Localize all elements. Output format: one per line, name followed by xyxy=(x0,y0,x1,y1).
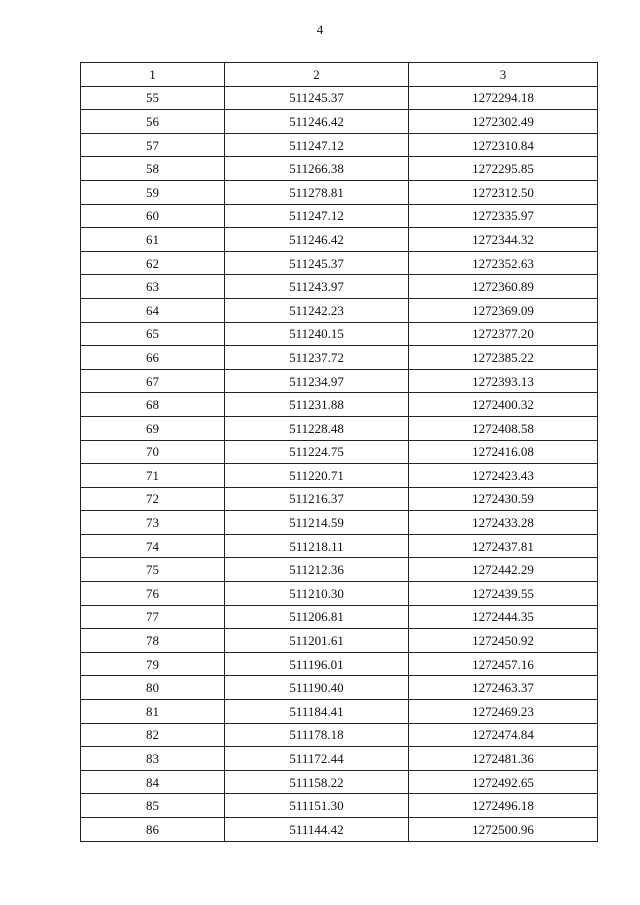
point-number-cell: 78 xyxy=(81,629,225,653)
y-coordinate-cell: 1272496.18 xyxy=(409,794,598,818)
point-number-cell: 69 xyxy=(81,416,225,440)
x-coordinate-cell: 511228.48 xyxy=(225,416,409,440)
y-coordinate-cell: 1272416.08 xyxy=(409,440,598,464)
x-coordinate-cell: 511246.42 xyxy=(225,110,409,134)
x-coordinate-cell: 511158.22 xyxy=(225,770,409,794)
y-coordinate-cell: 1272312.50 xyxy=(409,180,598,204)
y-coordinate-cell: 1272442.29 xyxy=(409,558,598,582)
x-coordinate-cell: 511216.37 xyxy=(225,487,409,511)
table-row xyxy=(81,487,598,511)
point-number-cell: 72 xyxy=(81,487,225,511)
table-row xyxy=(81,818,598,842)
x-coordinate-cell: 511242.23 xyxy=(225,298,409,322)
y-coordinate-cell: 1272439.55 xyxy=(409,582,598,606)
table-row xyxy=(81,582,598,606)
table-body xyxy=(81,86,598,841)
point-number-cell: 70 xyxy=(81,440,225,464)
point-number-cell: 80 xyxy=(81,676,225,700)
point-number-cell: 61 xyxy=(81,228,225,252)
point-number-cell: 58 xyxy=(81,157,225,181)
column-header: 2 xyxy=(225,63,409,87)
y-coordinate-cell: 1272423.43 xyxy=(409,464,598,488)
point-number-cell: 56 xyxy=(81,110,225,134)
x-coordinate-cell: 511234.97 xyxy=(225,369,409,393)
x-coordinate-cell: 511246.42 xyxy=(225,228,409,252)
table-row xyxy=(81,322,598,346)
y-coordinate-cell: 1272408.58 xyxy=(409,416,598,440)
x-coordinate-cell: 511190.40 xyxy=(225,676,409,700)
table-row xyxy=(81,157,598,181)
x-coordinate-cell: 511196.01 xyxy=(225,652,409,676)
point-number-cell: 63 xyxy=(81,275,225,299)
y-coordinate-cell: 1272500.96 xyxy=(409,818,598,842)
table-row xyxy=(81,794,598,818)
page-number: 4 xyxy=(316,22,324,37)
y-coordinate-cell: 1272444.35 xyxy=(409,605,598,629)
y-coordinate-cell: 1272294.18 xyxy=(409,86,598,110)
y-coordinate-cell: 1272335.97 xyxy=(409,204,598,228)
table-row xyxy=(81,133,598,157)
table-row xyxy=(81,251,598,275)
coordinates-table xyxy=(80,62,598,842)
y-coordinate-cell: 1272369.09 xyxy=(409,298,598,322)
table-row xyxy=(81,393,598,417)
y-coordinate-cell: 1272457.16 xyxy=(409,652,598,676)
y-coordinate-cell: 1272450.92 xyxy=(409,629,598,653)
table-row xyxy=(81,534,598,558)
x-coordinate-cell: 511210.30 xyxy=(225,582,409,606)
point-number-cell: 60 xyxy=(81,204,225,228)
point-number-cell: 65 xyxy=(81,322,225,346)
table-row xyxy=(81,700,598,724)
x-coordinate-cell: 511245.37 xyxy=(225,251,409,275)
y-coordinate-cell: 1272360.89 xyxy=(409,275,598,299)
y-coordinate-cell: 1272344.32 xyxy=(409,228,598,252)
y-coordinate-cell: 1272377.20 xyxy=(409,322,598,346)
table-row xyxy=(81,723,598,747)
x-coordinate-cell: 511237.72 xyxy=(225,346,409,370)
column-header: 3 xyxy=(409,63,598,87)
y-coordinate-cell: 1272430.59 xyxy=(409,487,598,511)
x-coordinate-cell: 511201.61 xyxy=(225,629,409,653)
x-coordinate-cell: 511231.88 xyxy=(225,393,409,417)
table-row xyxy=(81,369,598,393)
table-row xyxy=(81,605,598,629)
table-row xyxy=(81,652,598,676)
point-number-cell: 77 xyxy=(81,605,225,629)
point-number-cell: 73 xyxy=(81,511,225,535)
x-coordinate-cell: 511240.15 xyxy=(225,322,409,346)
point-number-cell: 79 xyxy=(81,652,225,676)
table-row xyxy=(81,86,598,110)
point-number-cell: 82 xyxy=(81,723,225,747)
point-number-cell: 81 xyxy=(81,700,225,724)
y-coordinate-cell: 1272393.13 xyxy=(409,369,598,393)
point-number-cell: 83 xyxy=(81,747,225,771)
y-coordinate-cell: 1272474.84 xyxy=(409,723,598,747)
point-number-cell: 71 xyxy=(81,464,225,488)
x-coordinate-cell: 511278.81 xyxy=(225,180,409,204)
x-coordinate-cell: 511214.59 xyxy=(225,511,409,535)
point-number-cell: 84 xyxy=(81,770,225,794)
point-number-cell: 67 xyxy=(81,369,225,393)
table-row xyxy=(81,110,598,134)
y-coordinate-cell: 1272302.49 xyxy=(409,110,598,134)
table-row xyxy=(81,464,598,488)
point-number-cell: 68 xyxy=(81,393,225,417)
table-row xyxy=(81,770,598,794)
y-coordinate-cell: 1272295.85 xyxy=(409,157,598,181)
table-row xyxy=(81,275,598,299)
table-row xyxy=(81,558,598,582)
point-number-cell: 86 xyxy=(81,818,225,842)
x-coordinate-cell: 511212.36 xyxy=(225,558,409,582)
x-coordinate-cell: 511224.75 xyxy=(225,440,409,464)
table-row xyxy=(81,629,598,653)
table-row xyxy=(81,228,598,252)
table-row xyxy=(81,298,598,322)
point-number-cell: 62 xyxy=(81,251,225,275)
y-coordinate-cell: 1272437.81 xyxy=(409,534,598,558)
point-number-cell: 55 xyxy=(81,86,225,110)
y-coordinate-cell: 1272481.36 xyxy=(409,747,598,771)
y-coordinate-cell: 1272492.65 xyxy=(409,770,598,794)
x-coordinate-cell: 511184.41 xyxy=(225,700,409,724)
y-coordinate-cell: 1272352.63 xyxy=(409,251,598,275)
x-coordinate-cell: 511243.97 xyxy=(225,275,409,299)
table-row xyxy=(81,440,598,464)
x-coordinate-cell: 511245.37 xyxy=(225,86,409,110)
point-number-cell: 74 xyxy=(81,534,225,558)
y-coordinate-cell: 1272385.22 xyxy=(409,346,598,370)
x-coordinate-cell: 511218.11 xyxy=(225,534,409,558)
x-coordinate-cell: 511247.12 xyxy=(225,133,409,157)
y-coordinate-cell: 1272463.37 xyxy=(409,676,598,700)
table-row xyxy=(81,180,598,204)
y-coordinate-cell: 1272469.23 xyxy=(409,700,598,724)
x-coordinate-cell: 511172.44 xyxy=(225,747,409,771)
table-row xyxy=(81,416,598,440)
column-header: 1 xyxy=(81,63,225,87)
table-row xyxy=(81,204,598,228)
table-header-row xyxy=(81,63,598,87)
x-coordinate-cell: 511247.12 xyxy=(225,204,409,228)
x-coordinate-cell: 511144.42 xyxy=(225,818,409,842)
table-row xyxy=(81,346,598,370)
point-number-cell: 66 xyxy=(81,346,225,370)
point-number-cell: 76 xyxy=(81,582,225,606)
x-coordinate-cell: 511151.30 xyxy=(225,794,409,818)
table-row xyxy=(81,676,598,700)
point-number-cell: 64 xyxy=(81,298,225,322)
x-coordinate-cell: 511178.18 xyxy=(225,723,409,747)
y-coordinate-cell: 1272400.32 xyxy=(409,393,598,417)
y-coordinate-cell: 1272433.28 xyxy=(409,511,598,535)
point-number-cell: 75 xyxy=(81,558,225,582)
table-row xyxy=(81,747,598,771)
point-number-cell: 57 xyxy=(81,133,225,157)
table-row xyxy=(81,511,598,535)
point-number-cell: 59 xyxy=(81,180,225,204)
x-coordinate-cell: 511220.71 xyxy=(225,464,409,488)
x-coordinate-cell: 511206.81 xyxy=(225,605,409,629)
y-coordinate-cell: 1272310.84 xyxy=(409,133,598,157)
point-number-cell: 85 xyxy=(81,794,225,818)
x-coordinate-cell: 511266.38 xyxy=(225,157,409,181)
